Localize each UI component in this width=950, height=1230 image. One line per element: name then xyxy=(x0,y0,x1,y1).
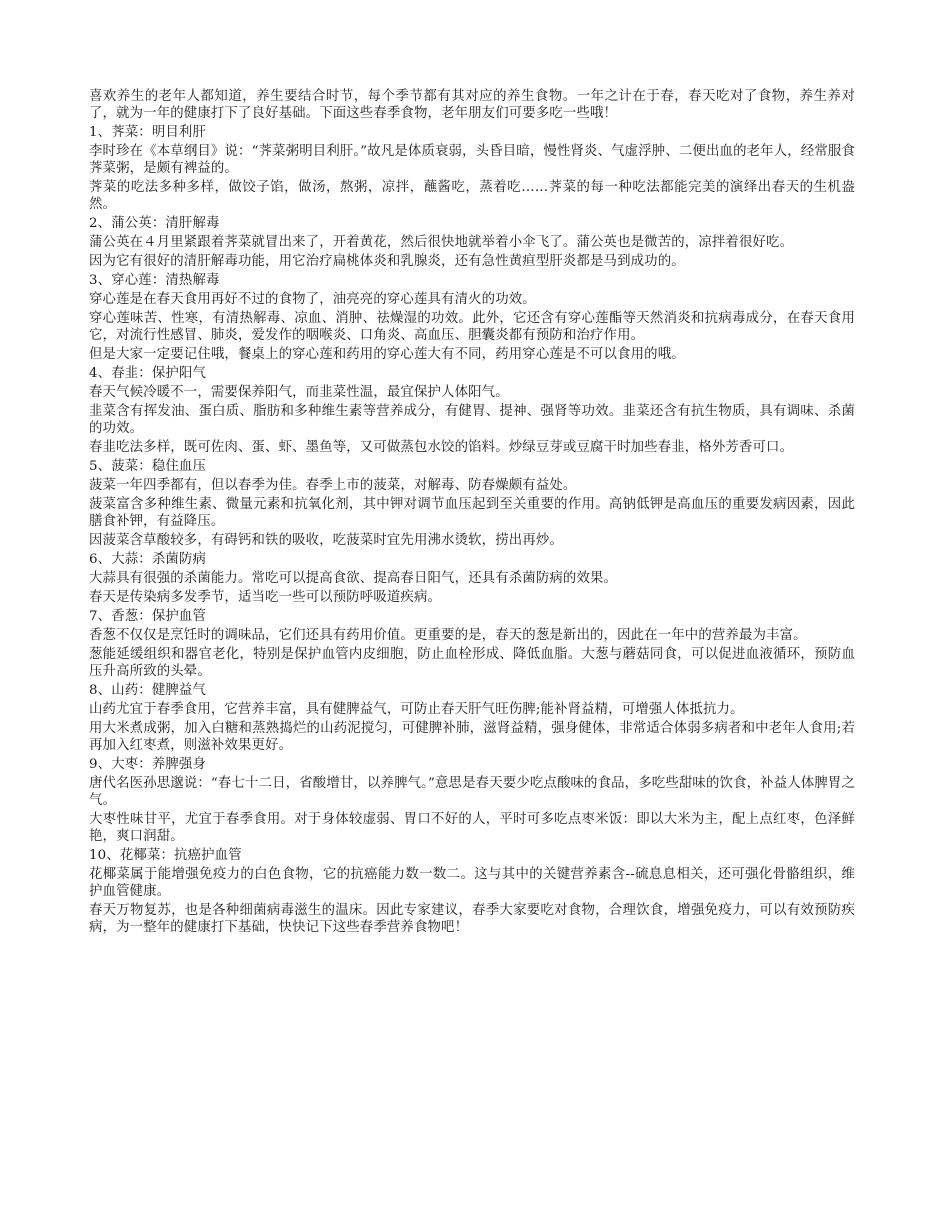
section-8-paragraph-2: 用大米煮成粥，加入白糖和蒸熟捣烂的山药泥搅匀，可健脾补肺，滋肾益精，强身健体，非常适合体弱多病者和中老年人食用;若再加入红枣煮，则滋补效果更好。 xyxy=(89,721,855,753)
section-heading-5: 5、菠菜：稳住血压 xyxy=(89,459,206,474)
section-2-paragraph-2: 因为它有很好的清肝解毒功能，用它治疗扁桃体炎和乳腺炎，还有急性黄疸型肝炎都是马到成功的。 xyxy=(89,254,685,269)
section-heading-6: 6、大蒜：杀菌防病 xyxy=(89,552,206,567)
section-heading-9: 9、大枣：养脾强身 xyxy=(89,757,206,772)
section-heading-4: 4、春韭：保护阳气 xyxy=(89,366,206,381)
section-9-paragraph-1: 唐代名医孙思邈说：“春七十二日，省酸增甘，以养脾气。”意思是春天要少吃点酸味的食品，多吃些甜味的饮食，补益人体脾胃之气。 xyxy=(89,776,855,808)
section-1-paragraph-2: 荠菜的吃法多种多样，做饺子馅，做汤，熬粥，凉拌，蘸酱吃，蒸着吃……荠菜的每一种吃法都能完美的演绎出春天的生机盎然。 xyxy=(89,180,855,212)
section-5-paragraph-1: 菠菜一年四季都有，但以春季为佳。春季上市的菠菜，对解毒、防春燥颇有益处。 xyxy=(89,478,577,493)
intro-paragraph: 喜欢养生的老年人都知道，养生要结合时节，每个季节都有其对应的养生食物。一年之计在于春，春天吃对了食物，养生养对了，就为一年的健康打下了良好基础。下面这些春季食物，老年朋友们可要多吃一些哦！ xyxy=(89,89,855,121)
section-3-paragraph-2: 穿心莲味苦、性寒，有清热解毒、凉血、消肿、祛燥湿的功效。此外，它还含有穿心莲酯等天然消炎和抗病毒成分，在春天食用它，对流行性感冒、肺炎，爱发作的咽喉炎、口角炎、高血压、胆囊炎都有预防和治疗作用。 xyxy=(89,311,855,343)
section-3-paragraph-3: 但是大家一定要记住哦，餐桌上的穿心莲和药用的穿心莲大有不同，药用穿心莲是不可以食用的哦。 xyxy=(89,347,685,362)
section-8-paragraph-1: 山药尤宜于春季食用，它营养丰富，具有健脾益气，可防止春天肝气旺伤脾;能补肾益精，可增强人体抵抗力。 xyxy=(89,702,744,717)
section-3-paragraph-1: 穿心莲是在春天食用再好不过的食物了，油亮亮的穿心莲具有清火的功效。 xyxy=(89,292,536,307)
section-7-paragraph-2: 葱能延缓组织和器官老化，特别是保护血管内皮细胞，防止血栓形成、降低血脂。大葱与蘑菇同食，可以促进血液循环，预防血压升高所致的头晕。 xyxy=(89,647,855,679)
section-heading-2: 2、蒲公英：清肝解毒 xyxy=(89,216,220,231)
section-4-paragraph-2: 韭菜含有挥发油、蛋白质、脂肪和多种维生素等营养成分，有健胃、提神、强肾等功效。韭菜还含有抗生物质，具有调味、杀菌的功效。 xyxy=(89,404,855,436)
section-heading-8: 8、山药：健脾益气 xyxy=(89,683,206,698)
section-heading-1: 1、荠菜：明目利肝 xyxy=(89,125,206,140)
section-9-paragraph-2: 大枣性味甘平，尤宜于春季食用。对于身体较虚弱、胃口不好的人，平时可多吃点枣米饭：即以大米为主，配上点红枣，色泽鲜艳，爽口润甜。 xyxy=(89,812,855,844)
section-heading-10: 10、花椰菜：抗癌护血管 xyxy=(89,848,242,863)
article-body xyxy=(89,88,855,938)
section-2-paragraph-1: 蒲公英在４月里紧跟着荠菜就冒出来了，开着黄花，然后很快地就举着小伞飞了。蒲公英也是微苦的，凉拌着很好吃。 xyxy=(89,235,794,250)
section-5-paragraph-2: 菠菜富含多种维生素、微量元素和抗氧化剂，其中钾对调节血压起到至关重要的作用。高钠低钾是高血压的重要发病因素，因此膳食补钾，有益降压。 xyxy=(89,497,855,529)
section-6-paragraph-1: 大蒜具有很强的杀菌能力。常吃可以提高食欲、提高春日阳气，还具有杀菌防病的效果。 xyxy=(89,571,618,586)
section-5-paragraph-3: 因菠菜含草酸较多，有碍钙和铁的吸收，吃菠菜时宜先用沸水烫软，捞出再炒。 xyxy=(89,533,563,548)
section-1-paragraph-1: 李时珍在《本草纲目》说：“荠菜粥明目利肝。”故凡是体质衰弱，头昏目暗，慢性肾炎、气虚浮肿、二便出血的老年人，经常服食荠菜粥，是颇有裨益的。 xyxy=(89,144,855,176)
section-10-paragraph-1: 花椰菜属于能增强免疫力的白色食物，它的抗癌能力数一数二。这与其中的关键营养素含--硫息息相关，还可强化骨骼组织，维护血管健康。 xyxy=(89,867,855,899)
section-4-paragraph-3: 春韭吃法多样，既可佐肉、蛋、虾、墨鱼等，又可做蒸包水饺的馅料。炒绿豆芽或豆腐干时加些春韭，格外芳香可口。 xyxy=(89,440,794,455)
section-4-paragraph-1: 春天气候冷暖不一，需要保养阳气，而韭菜性温，最宜保护人体阳气。 xyxy=(89,385,509,400)
section-10-paragraph-2: 春天万物复苏，也是各种细菌病毒滋生的温床。因此专家建议，春季大家要吃对食物，合理饮食，增强免疫力，可以有效预防疾病，为一整年的健康打下基础，快快记下这些春季营养食物吧！ xyxy=(89,903,855,935)
section-heading-3: 3、穿心莲：清热解毒 xyxy=(89,273,220,288)
section-6-paragraph-2: 春天是传染病多发季节，适当吃一些可以预防呼吸道疾病。 xyxy=(89,590,442,605)
section-7-paragraph-1: 香葱不仅仅是烹饪时的调味品，它们还具有药用价值。更重要的是，春天的葱是新出的，因此在一年中的营养最为丰富。 xyxy=(89,628,807,643)
section-heading-7: 7、香葱：保护血管 xyxy=(89,609,206,624)
